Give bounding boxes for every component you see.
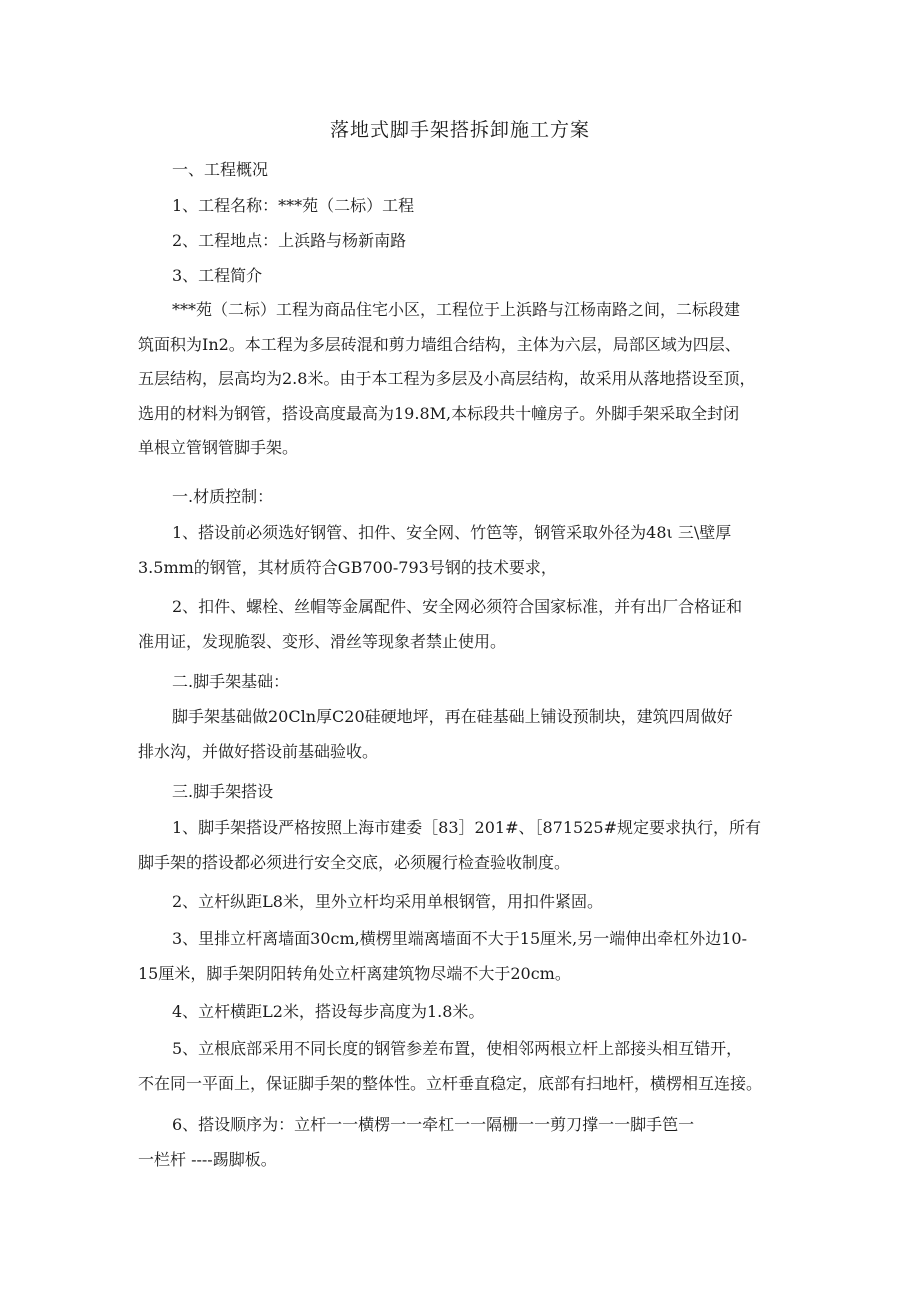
erection-item-2: 2、立杆纵距L8米，里外立杆均采用单根钢管，用扣件紧固。 xyxy=(172,892,603,911)
overview-paragraph xyxy=(138,293,785,466)
erection-item-1 xyxy=(138,811,785,880)
material-item-2 xyxy=(138,590,785,659)
paragraph-line: 准用证，发现脆裂、变形、滑丝等现象者禁止使用。 xyxy=(138,631,507,651)
erection-item-3 xyxy=(138,922,785,991)
paragraph-line: 3、里排立杆离墙面30cm,横楞里端离墙面不大于15厘米,另一端伸出牵杠外边10- xyxy=(172,929,747,948)
paragraph-line: 6、搭设顺序为：立杆一一横楞一一牵杠一一隔栅一一剪刀撑一一脚手笆一 xyxy=(172,1115,695,1134)
material-item-1 xyxy=(138,516,785,585)
section-heading-erection: 三.脚手架搭设 xyxy=(172,782,274,801)
paragraph-line: 不在同一平面上，保证脚手架的整体性。立杆垂直稳定，底部有扫地杆，横楞相互连接。 xyxy=(138,1073,763,1093)
paragraph-line: 五层结构，层高均为2.8米。由于本工程为多层及小高层结构，故采用从落地搭设至顶， xyxy=(138,369,756,388)
paragraph-line: 3.5mm的钢管，其材质符合GB700-793号钢的技术要求， xyxy=(138,557,557,577)
paragraph-line: 选用的材料为钢管，搭设高度最高为19.8M,本标段共十幢房子。外脚手架采取全封闭 xyxy=(138,403,740,423)
paragraph-line: 脚手架基础做20Cln厚C20硅硬地坪，再在硅基础上铺设预制块，建筑四周做好 xyxy=(172,707,733,726)
paragraph-line: 1、搭设前必须选好钢管、扣件、安全网、竹笆等，钢管采取外径为48ι 三\壁厚 xyxy=(172,523,732,542)
paragraph-line: 单根立管钢管脚手架。 xyxy=(138,438,299,457)
erection-item-4: 4、立杆横距L2米，搭设每步高度为1.8米。 xyxy=(172,1002,485,1021)
paragraph-line: 15厘米，脚手架阴阳转角处立杆离建筑物尽端不大于20cm。 xyxy=(138,963,571,983)
section-heading-foundation: 二.脚手架基础： xyxy=(172,672,290,691)
foundation-paragraph xyxy=(138,700,785,769)
section-heading-overview: 一、工程概况 xyxy=(172,160,269,179)
project-intro-heading: 3、工程简介 xyxy=(172,266,263,285)
project-name-item: 1、工程名称：***苑（二标）工程 xyxy=(172,196,415,215)
paragraph-line: 排水沟，并做好搭设前基础验收。 xyxy=(138,741,379,761)
paragraph-line: 1、脚手架搭设严格按照上海市建委［83］201#、［871525#规定要求执行，所有 xyxy=(172,818,761,837)
paragraph-line: 一栏杆 ----踢脚板。 xyxy=(138,1149,277,1169)
erection-item-6 xyxy=(138,1108,785,1177)
project-location-item: 2、工程地点：上浜路与杨新南路 xyxy=(172,231,407,250)
paragraph-line: 2、扣件、螺栓、丝帽等金属配件、安全网必须符合国家标准，并有出厂合格证和 xyxy=(172,597,743,616)
paragraph-line: ***苑（二标）工程为商品住宅小区，工程位于上浜路与江杨南路之间，二标段建 xyxy=(172,300,741,319)
section-heading-material: 一.材质控制： xyxy=(172,487,274,506)
paragraph-line: 筑面积为In2。本工程为多层砖混和剪力墙组合结构，主体为六层，局部区域为四层、 xyxy=(138,334,741,354)
paragraph-line: 5、立根底部采用不同长度的钢管参差布置，使相邻两根立杆上部接头相互错开， xyxy=(172,1039,743,1058)
document-title: 落地式脚手架搭拆卸施工方案 xyxy=(329,119,590,141)
paragraph-line: 脚手架的搭设都必须进行安全交底，必须履行检查验收制度。 xyxy=(138,852,571,872)
erection-item-5 xyxy=(138,1032,785,1101)
